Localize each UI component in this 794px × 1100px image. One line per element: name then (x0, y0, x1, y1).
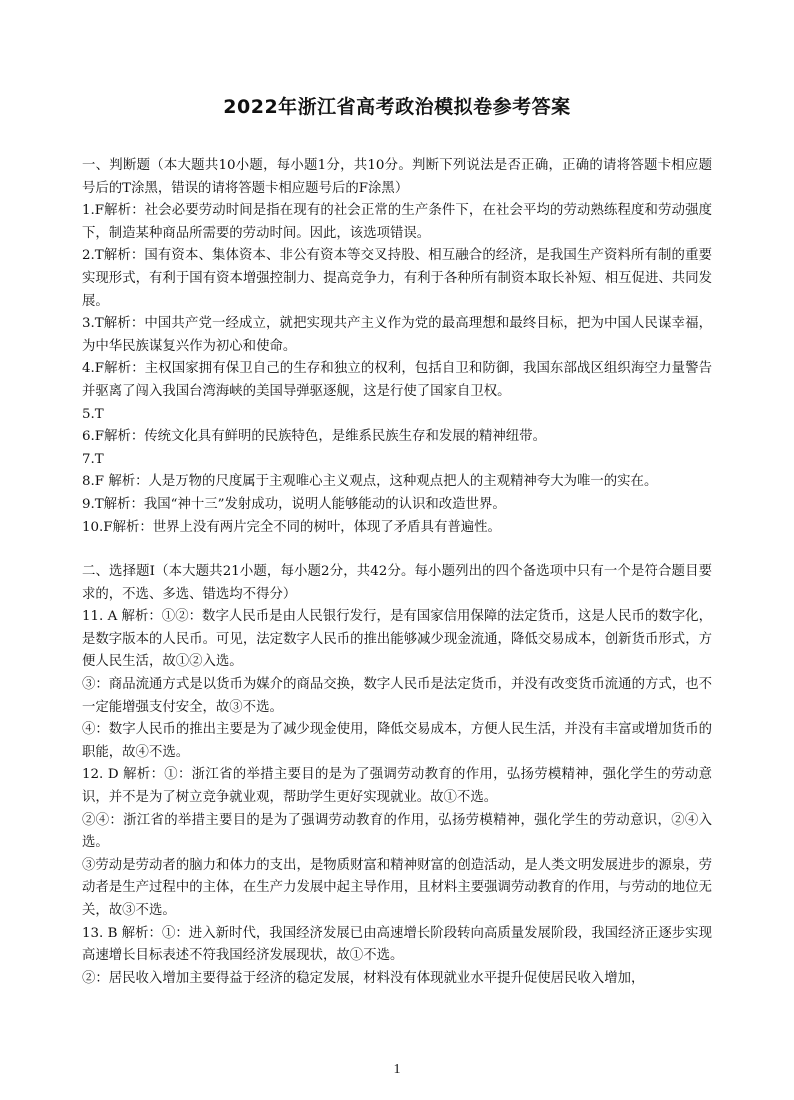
answer-paragraph: 5.T (82, 406, 104, 422)
answer-paragraph: 2.T解析：国有资本、集体资本、非公有资本等交叉持股、相互融合的经济，是我国生产资料所有制的重要实现形式，有利于国有资本增强控制力、提高竞争力，有利于各种所有制资本取长补短、相互促进、共同发展。 (82, 248, 712, 309)
answer-paragraph: ③劳动是劳动者的脑力和体力的支出，是物质财富和精神财富的创造活动，是人类文明发展进步的源泉，劳动者是生产过程中的主体，在生产力发展中起主导作用，且材料主要强调劳动教育的作用，与劳动的地位无关，故③不选。 (82, 857, 712, 918)
section-judgment (82, 155, 712, 539)
answer-paragraph: 13. B 解析：①：进入新时代，我国经济发展已由高速增长阶段转向高质量发展阶段，我国经济正逐步实现高速增长目标表述不符我国经济发展现状，故①不选。 (82, 925, 712, 964)
answer-paragraph: 9.T解析：我国“神十三”发射成功，说明人能够能动的认识和改造世界。 (82, 496, 506, 512)
answer-paragraph: ④：数字人民币的推出主要是为了减少现金使用，降低交易成本，方便人民生活，并没有丰富或增加货币的职能，故④不选。 (82, 722, 712, 760)
answer-paragraph: 7.T (82, 451, 104, 467)
document-title: 2022年浙江省高考政治模拟卷参考答案 (223, 96, 571, 118)
section-heading: 二、选择题Ⅰ（本大题共21小题，每小题2分，共42分。每小题列出的四个备选项中只有一个是符合题目要求的，不选、多选、错选均不得分） (82, 564, 712, 602)
section-heading: 一、判断题（本大题共10小题，每小题1分，共10分。判断下列说法是否正确，正确的请将答题卡相应题号后的T涂黑，错误的请将答题卡相应题号后的F涂黑） (82, 158, 712, 196)
answer-paragraph: 12. D 解析：①：浙江省的举措主要目的是为了强调劳动教育的作用，弘扬劳模精神，强化学生的劳动意识，并不是为了树立竞争就业观，帮助学生更好实现就业。故①不选。 (82, 767, 712, 806)
section-choice (82, 561, 712, 990)
answer-paragraph: 4.F解析：主权国家拥有保卫自己的生存和独立的权利，包括自卫和防御，我国东部战区组织海空力量警告并驱离了闯入我国台湾海峡的美国导弹驱逐舰，这是行使了国家自卫权。 (82, 361, 712, 399)
answer-paragraph: 8.F 解析：人是万物的尺度属于主观唯心主义观点，这种观点把人的主观精神夸大为唯一的实在。 (82, 474, 658, 490)
page-number: 1 (393, 1062, 401, 1077)
answer-paragraph: ③：商品流通方式是以货币为媒介的商品交换，数字人民币是法定货币，并没有改变货币流通的方式，也不一定能增强支付安全，故③不选。 (82, 677, 712, 715)
answer-paragraph: 3.T解析：中国共产党一经成立，就把实现共产主义作为党的最高理想和最终目标，把为中国人民谋幸福，为中华民族谋复兴作为初心和使命。 (82, 316, 712, 354)
answer-paragraph: ②：居民收入增加主要得益于经济的稳定发展，材料没有体现就业水平提升促使居民收入增加， (82, 970, 645, 986)
answer-paragraph: 11. A 解析：①②：数字人民币是由人民银行发行，是有国家信用保障的法定货币，这是人民币的数字化，是数字版本的人民币。可见，法定数字人民币的推出能够减少现金流通，降低交易成本，创新货币形式，方便人民生活，故①②入选。 (82, 609, 712, 670)
answer-paragraph: 6.F解析：传统文化具有鲜明的民族特色，是维系民族生存和发展的精神纽带。 (82, 429, 546, 445)
answer-paragraph: ②④：浙江省的举措主要目的是为了强调劳动教育的作用，弘扬劳模精神，强化学生的劳动意识，②④入选。 (82, 812, 712, 851)
answer-paragraph: 1.F解析：社会必要劳动时间是指在现有的社会正常的生产条件下，在社会平均的劳动熟练程度和劳动强度下，制造某种商品所需要的劳动时间。因此，该选项错误。 (82, 203, 712, 241)
answer-paragraph: 10.F解析：世界上没有两片完全不同的树叶，体现了矛盾具有普遍性。 (82, 519, 501, 535)
